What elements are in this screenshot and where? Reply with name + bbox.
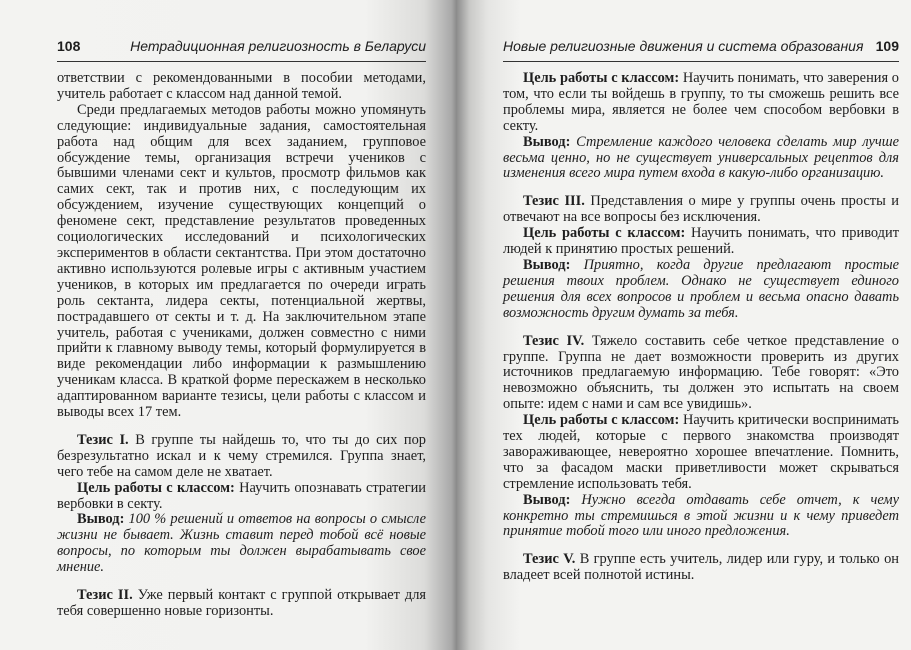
conclusion-4 <box>503 493 899 541</box>
thesis-text: Представления о мире у группы очень просты и отвечают на все вопросы без исключения. <box>503 193 899 226</box>
thesis-4 <box>503 334 899 414</box>
right-page <box>456 0 911 650</box>
page-body <box>57 71 426 620</box>
goal-text: Научить опознавать стратегии вербовки в секту. <box>57 479 426 512</box>
running-head-title: Новые религиозные движения и система образования <box>503 38 864 54</box>
conclusion-3 <box>503 258 899 322</box>
thesis-label: Тезис I. <box>77 431 129 448</box>
conclusion-text: Приятно, когда другие предлагают простые решения твоих проблем. Однако не существует единого решения для всех вопросов и проблем и весьма опасно давать возможность другим думать за тебя. <box>503 256 899 321</box>
goal-text: Научить понимать, что заверения о том, что если ты войдешь в группу, то ты сможешь решить все проблемы мира, является не более чем способом вербовки в секту. <box>503 70 899 134</box>
conclusion-1 <box>57 512 426 576</box>
conclusion-2 <box>503 135 899 183</box>
thesis-label: Тезис II. <box>77 587 133 604</box>
goal-2 <box>503 71 899 135</box>
page-body <box>503 71 899 584</box>
thesis-5 <box>503 552 899 584</box>
header-rule <box>503 61 899 62</box>
running-header <box>57 38 426 58</box>
thesis-1 <box>57 433 426 481</box>
conclusion-label: Вывод: <box>523 256 571 273</box>
page-number: 109 <box>875 38 899 54</box>
goal-1 <box>57 481 426 513</box>
thesis-text: Тяжело составить себе четкое представление о группе. Группа не дает возможности проверить из других источников предлагаемую информацию. Тебе говорят: «Это невозможно объяснить, ты должен это испытать на своем опыте: идем с нами и сам все увидишь». <box>503 332 900 413</box>
thesis-text: В группе есть учитель, лидер или гуру, и только он владеет всей полнотой истины. <box>503 551 899 584</box>
goal-3 <box>503 226 899 258</box>
page-number: 108 <box>57 38 81 54</box>
thesis-label: Тезис III. <box>523 193 585 210</box>
running-header <box>503 38 899 58</box>
goal-text: Научить критически воспринимать тех людей, которые с первого знакомства производят завораживающее, невероятно хорошее впечатление. Помнить, что за фасадом маски приветливости может скрываться стремление использовать тебя. <box>503 412 899 492</box>
conclusion-text: Нужно всегда отдавать себе отчет, к чему конкретно ты стремишься в этой жизни и к чему приведет принятие тобой того или иного предложения. <box>503 491 899 540</box>
conclusion-label: Вывод: <box>523 133 571 150</box>
goal-4 <box>503 413 899 493</box>
conclusion-label: Вывод: <box>523 491 571 508</box>
goal-label: Цель работы с классом: <box>77 479 235 496</box>
thesis-text: В группе ты найдешь то, что ты до сих пор безрезультатно искал и к чему стремился. Группа знает, чего тебе на самом деле не хватает. <box>57 431 426 480</box>
thesis-2 <box>57 588 426 620</box>
thesis-label: Тезис IV. <box>523 332 585 349</box>
goal-label: Цель работы с классом: <box>523 225 686 242</box>
header-rule <box>57 61 426 62</box>
thesis-label: Тезис V. <box>523 551 576 568</box>
goal-text: Научить понимать, что приводит людей к принятию простых решений. <box>503 225 899 258</box>
conclusion-label: Вывод: <box>77 511 125 528</box>
goal-label: Цель работы с классом: <box>523 412 680 429</box>
goal-label: Цель работы с классом: <box>523 70 680 86</box>
paragraph: Среди предлагаемых методов работы можно упомянуть следующие: индивидуальные задания, самостоятельная работа над общим для всех заданием, групповое обсуждение темы, организация встречи учеников с бывшими членами сект и культов, просмотр фильмов как самих сект, так и против них, с последующим их обсуждением, изучение существующих концепций о феномене сект, представление результатов проведенных социологических исследований и психологических экспериментов в области сектантства. При этом достаточно активно используются ролевые игры с активным участием учеников, в которых им предлагается по очереди играть роль сектанта, лидера секты, потенциальной жертвы, пострадавшего от секты и т. д. На заключительном этапе учитель, работая с учениками, должен совместно с ними прийти к главному выводу темы, который формулируется в виде рекомендации либо информации к размышлению ученикам класса. В краткой форме перескажем в несколько адаптированном варианте тезисы, цели работы с классом и выводы всех 17 тем. <box>57 101 426 421</box>
thesis-3 <box>503 194 899 226</box>
conclusion-text: Стремление каждого человека сделать мир лучше весьма ценно, но не существует универсальных рецептов для изменения всего мира путем входа в какую-либо организацию. <box>503 133 899 182</box>
paragraph: ответствии с рекомендованными в пособии методами, учитель работает с классом над данной темой. <box>57 70 426 102</box>
conclusion-text: 100 % решений и ответов на вопросы о смысле жизни не бывает. Жизнь ставит перед тобой всё новые вопросы, по которым ты должен вырабатывать свое мнение. <box>57 511 426 576</box>
running-head-title: Нетрадиционная религиозность в Беларуси <box>130 38 426 54</box>
thesis-text: Уже первый контакт с группой открывает для тебя совершенно новые горизонты. <box>57 587 426 619</box>
